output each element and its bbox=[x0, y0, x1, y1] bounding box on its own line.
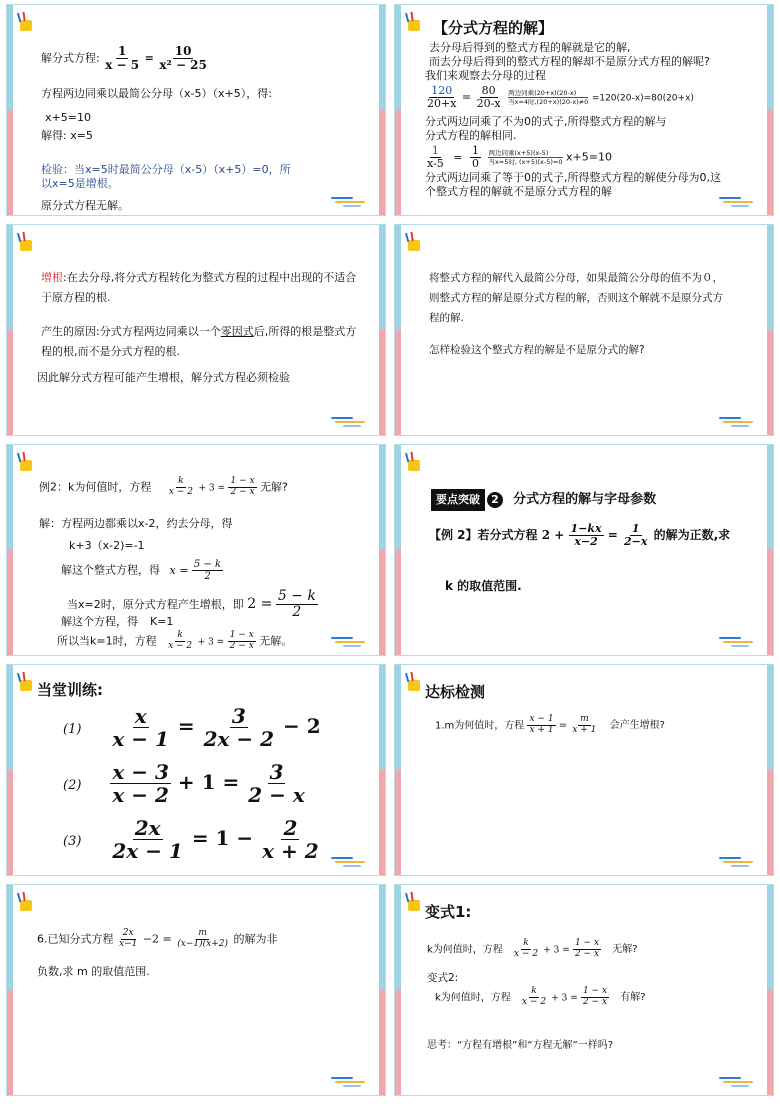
s10-line3a: k为何值时，方程 bbox=[435, 992, 511, 1004]
s4-line3: 程的解. bbox=[429, 312, 464, 324]
s5-frac-r-den: 2 − x bbox=[230, 486, 255, 497]
s7-p1-tail: − 2 bbox=[283, 714, 321, 738]
s7-p1-eq: = bbox=[177, 714, 195, 738]
s7-p3-frac1-num: 2x bbox=[134, 816, 161, 840]
s9-frac1-num: 2x bbox=[122, 928, 134, 938]
s5-frac-k2-den: x − 2 bbox=[168, 640, 193, 651]
s5-line2: 解：方程两边都乘以x-2，约去分母，得 bbox=[39, 517, 233, 530]
s5-line7b: 无解。 bbox=[259, 634, 293, 648]
s2-line4: 分式两边同乘了不为0的式子,所得整式方程的解与 bbox=[425, 115, 667, 128]
s10-line1b: 无解? bbox=[612, 944, 638, 956]
slide-9 bbox=[6, 884, 386, 1096]
s3-line3c: 后,所得的根是整式方 bbox=[253, 325, 357, 338]
s3-line4: 程的根,而不是分式方程的根. bbox=[41, 345, 180, 358]
s5-line7a: 所以当k=1时，方程 bbox=[57, 634, 157, 648]
s7-p1-frac2-den: 2x − 2 bbox=[203, 727, 275, 751]
s9-line2: 负数,求 m 的取值范围. bbox=[37, 965, 150, 978]
s3-line2: 于原方程的根. bbox=[41, 291, 111, 304]
s7-p2-frac1-den: x − 2 bbox=[112, 783, 169, 807]
pencil-cup-icon bbox=[15, 891, 37, 913]
s6-two-plus: 2 + bbox=[541, 528, 565, 543]
s9-frac1-den: x−1 bbox=[119, 938, 138, 949]
s10-line3b: 有解? bbox=[620, 992, 646, 1004]
s5-line6b: K=1 bbox=[150, 615, 174, 628]
s6-frac2-num: 1 bbox=[631, 522, 640, 535]
s10-plus3-b: + 3 = bbox=[551, 993, 578, 1004]
s8-frac1-num: x − 1 bbox=[529, 714, 554, 724]
s7-p2-frac1-num: x − 3 bbox=[112, 760, 169, 784]
s7-p2-label: (2) bbox=[63, 778, 82, 793]
s4-line2: 则整式方程的解是原分式方程的解，否则这个解就不是原分式方 bbox=[429, 292, 723, 304]
s2-frac-c-den: x-5 bbox=[427, 157, 444, 171]
s10-line2: 变式2: bbox=[427, 972, 459, 984]
s7-p1-frac2-num: 3 bbox=[231, 704, 246, 728]
s5-frac-k-num: k bbox=[178, 476, 184, 486]
s9-frac2-num: m bbox=[198, 928, 207, 938]
s10-line1a: k为何值时，方程 bbox=[427, 944, 503, 956]
s2-note2b: 当x=5时, (x+5)(x-5)=0 bbox=[488, 158, 563, 167]
s1-frac1-num: 1 bbox=[118, 44, 127, 58]
s5-frac-t-num: 5 − k bbox=[277, 588, 316, 604]
s5-frac-x-num: 5 − k bbox=[193, 559, 222, 570]
s2-title: 【分式方程的解】 bbox=[433, 19, 554, 37]
s8-eq: = bbox=[558, 720, 568, 732]
s1-eq: = bbox=[144, 51, 154, 65]
s5-line3: k+3（x-2)=-1 bbox=[69, 539, 145, 552]
s3-line3b: 零因式 bbox=[220, 325, 254, 338]
s5-frac-k2-num: k bbox=[177, 630, 183, 640]
s10-frac-r-den: 2 − x bbox=[574, 948, 600, 959]
s10-frac-r-num: 1 − x bbox=[574, 938, 600, 948]
s5-line4a: 解这个整式方程，得 bbox=[61, 563, 160, 577]
s2-line3: 我们来观察去分母的过程 bbox=[425, 69, 546, 82]
s9-line1a: 6.已知分式方程 bbox=[37, 932, 114, 946]
pencil-cup-icon bbox=[403, 671, 425, 693]
s1-line3: x+5=10 bbox=[45, 111, 91, 124]
s6-badge-num: 2 bbox=[487, 492, 503, 508]
s6-eq: = bbox=[607, 528, 618, 543]
s6-frac1-den: x−2 bbox=[574, 535, 598, 549]
decor-bars bbox=[719, 637, 753, 647]
s1-line7: 原分式方程无解。 bbox=[41, 199, 129, 212]
s1-line6: 以x=5是增根。 bbox=[41, 177, 119, 190]
decor-bars bbox=[331, 637, 365, 647]
slide-4 bbox=[394, 224, 774, 436]
s4-line1: 将整式方程的解代入最简公分母，如果最简公分母的值不为０， bbox=[429, 272, 723, 284]
s10-frac-r2-num: 1 − x bbox=[582, 986, 608, 996]
s9-frac2-den: (x−1)(x+2) bbox=[177, 938, 229, 949]
s2-frac-d-den: 0 bbox=[471, 157, 479, 171]
decor-bars bbox=[719, 1077, 753, 1087]
decor-bars bbox=[719, 857, 753, 867]
s7-title: 当堂训练: bbox=[37, 681, 103, 699]
s8-frac2-den: x + 1 bbox=[572, 724, 597, 735]
s4-line4: 怎样检验这个整式方程的解是不是原分式的解? bbox=[429, 344, 645, 356]
s8-line1b: 会产生增根? bbox=[609, 720, 665, 732]
pencil-cup-icon bbox=[15, 231, 37, 253]
s6-line2: k 的取值范围. bbox=[445, 579, 522, 593]
pencil-cup-icon bbox=[15, 451, 37, 473]
s1-frac1-den: x − 5 bbox=[105, 58, 140, 73]
s2-note1b: 当x=4时,(20+x)(20-x)≠0 bbox=[508, 98, 589, 107]
s5-line1a: 例2：k为何值时，方程 bbox=[39, 480, 152, 494]
slide-5 bbox=[6, 444, 386, 656]
s6-example: 【例 2】若分式方程 bbox=[429, 528, 538, 543]
s5-x-eq: x = bbox=[169, 563, 189, 577]
s2-line5: 分式方程的解相同. bbox=[425, 129, 517, 142]
slide-10 bbox=[394, 884, 774, 1096]
s2-note1a: 两边同乘(20+x)(20-x) bbox=[508, 89, 588, 98]
decor-bars bbox=[331, 417, 365, 427]
s1-frac2-den: x² − 25 bbox=[159, 58, 207, 73]
slide-2 bbox=[394, 4, 774, 216]
s5-frac-k-den: x − 2 bbox=[168, 486, 193, 497]
s1-line4: 解得: x=5 bbox=[41, 129, 93, 142]
s8-frac1-den: x + 1 bbox=[529, 724, 554, 735]
s2-line6: 分式两边同乘了等于0的式子,所得整式方程的解使分母为0,这 bbox=[425, 171, 721, 184]
s5-plus3: + 3 = bbox=[198, 483, 225, 494]
s2-line1: 去分母后得到的整式方程的解就是它的解, bbox=[429, 41, 631, 54]
s6-title: 分式方程的解与字母参数 bbox=[513, 492, 657, 507]
s10-frac-k-den: x − 2 bbox=[513, 948, 539, 959]
pencil-cup-icon bbox=[403, 891, 425, 913]
s10-frac-k2-den: x − 2 bbox=[521, 996, 547, 1007]
s2-frac-a-num: 120 bbox=[431, 84, 453, 97]
s5-line5a: 当x=2时，原分式方程产生增根，即 bbox=[67, 597, 244, 611]
s5-line1b: 无解? bbox=[260, 480, 288, 494]
s6-badge: 要点突破 bbox=[431, 489, 485, 511]
slide-3 bbox=[6, 224, 386, 436]
s5-frac-t-den: 2 bbox=[292, 604, 302, 621]
s2-eq-c: = bbox=[453, 150, 463, 164]
s5-plus3-b: + 3 = bbox=[197, 637, 225, 648]
s7-p1-frac1-den: x − 1 bbox=[112, 727, 169, 751]
s10-plus3: + 3 = bbox=[543, 945, 570, 956]
pencil-cup-icon bbox=[15, 671, 37, 693]
s10-frac-k2-num: k bbox=[531, 986, 537, 996]
slide-6 bbox=[394, 444, 774, 656]
s7-p3-frac2-num: 2 bbox=[283, 816, 298, 840]
s5-frac-x-den: 2 bbox=[204, 571, 211, 582]
s10-title: 变式1: bbox=[425, 903, 472, 921]
decor-bars bbox=[719, 417, 753, 427]
s7-p2-frac2-num: 3 bbox=[269, 760, 284, 784]
decor-bars bbox=[331, 1077, 365, 1087]
s3-line3a: 产生的原因:分式方程两边同乘以一个 bbox=[41, 325, 221, 338]
s6-frac2-den: 2−x bbox=[624, 535, 648, 549]
s2-frac-b-num: 80 bbox=[481, 84, 496, 97]
s10-line4: 思考：“方程有增根”和“方程无解”一样吗? bbox=[427, 1040, 614, 1051]
s8-title: 达标检测 bbox=[425, 683, 486, 701]
s9-line1b: 的解为非 bbox=[233, 932, 278, 946]
s2-line7: 个整式方程的解就不是原分式方程的解 bbox=[425, 185, 612, 198]
s5-frac-r2-num: 1 − x bbox=[229, 630, 254, 640]
slide-7 bbox=[6, 664, 386, 876]
s7-p1-frac1-num: x bbox=[134, 704, 147, 728]
decor-bars bbox=[331, 857, 365, 867]
s3-line5: 因此解分式方程可能产生增根，解分式方程必须检验 bbox=[37, 371, 290, 384]
s7-p1-label: (1) bbox=[63, 722, 82, 737]
s8-line1a: 1.m为何值时，方程 bbox=[435, 720, 525, 732]
s2-frac-a-den: 20+x bbox=[427, 97, 457, 111]
s8-frac2-num: m bbox=[580, 714, 589, 724]
s5-frac-r-num: 1 − x bbox=[230, 476, 255, 486]
s3-keyword: 增根 bbox=[41, 271, 63, 284]
s2-note2a: 两边同乘(x+5)(x-5) bbox=[488, 149, 562, 158]
s2-res2: x+5=10 bbox=[566, 150, 612, 164]
s7-p2-frac2-den: 2 − x bbox=[248, 783, 305, 807]
s6-tail: 的解为正数,求 bbox=[653, 528, 731, 543]
s7-p3-frac2-den: x + 2 bbox=[262, 839, 319, 863]
s1-prefix: 解分式方程: bbox=[41, 51, 100, 65]
decor-bars bbox=[331, 197, 365, 207]
s7-p3-label: (3) bbox=[63, 834, 82, 849]
pencil-cup-icon bbox=[403, 231, 425, 253]
decor-bars bbox=[719, 197, 753, 207]
pencil-cup-icon bbox=[403, 11, 425, 33]
s1-frac2-num: 10 bbox=[174, 44, 192, 58]
slide-1 bbox=[6, 4, 386, 216]
s2-frac-d-num: 1 bbox=[471, 144, 479, 157]
pencil-cup-icon bbox=[403, 451, 425, 473]
s2-line2: 而去分母后得到的整式方程的解却不是原分式方程的解呢? bbox=[429, 55, 710, 68]
s7-p3-frac1-den: 2x − 1 bbox=[112, 839, 183, 863]
s7-p3-mid: = 1 − bbox=[191, 826, 254, 850]
s1-line2: 方程两边同乘以最简公分母（x-5）（x+5），得: bbox=[41, 87, 272, 100]
pencil-cup-icon bbox=[15, 11, 37, 33]
s7-p2-mid: + 1 = bbox=[177, 770, 240, 794]
s10-frac-r2-den: 2 − x bbox=[582, 996, 608, 1007]
s1-line5: 检验：当x=5时最简公分母（x-5）（x+5）=0，所 bbox=[41, 163, 291, 176]
s9-minus2: −2 = bbox=[142, 932, 172, 946]
s2-res1: =120(20-x)=80(20+x) bbox=[591, 93, 694, 104]
s5-line6a: 解这个方程，得 bbox=[61, 615, 138, 628]
s2-frac-c-num: 1 bbox=[431, 144, 439, 157]
s5-frac-r2-den: 2 − x bbox=[229, 640, 254, 651]
s5-two-eq: 2 = bbox=[247, 595, 273, 612]
s6-frac1-num: 1−kx bbox=[570, 522, 602, 535]
s3-line1: :在去分母,将分式方程转化为整式方程的过程中出现的不适合 bbox=[63, 271, 357, 284]
s10-frac-k-num: k bbox=[523, 938, 529, 948]
s2-frac-b-den: 20-x bbox=[476, 97, 501, 111]
slide-8 bbox=[394, 664, 774, 876]
s2-eq-a: = bbox=[461, 90, 472, 104]
